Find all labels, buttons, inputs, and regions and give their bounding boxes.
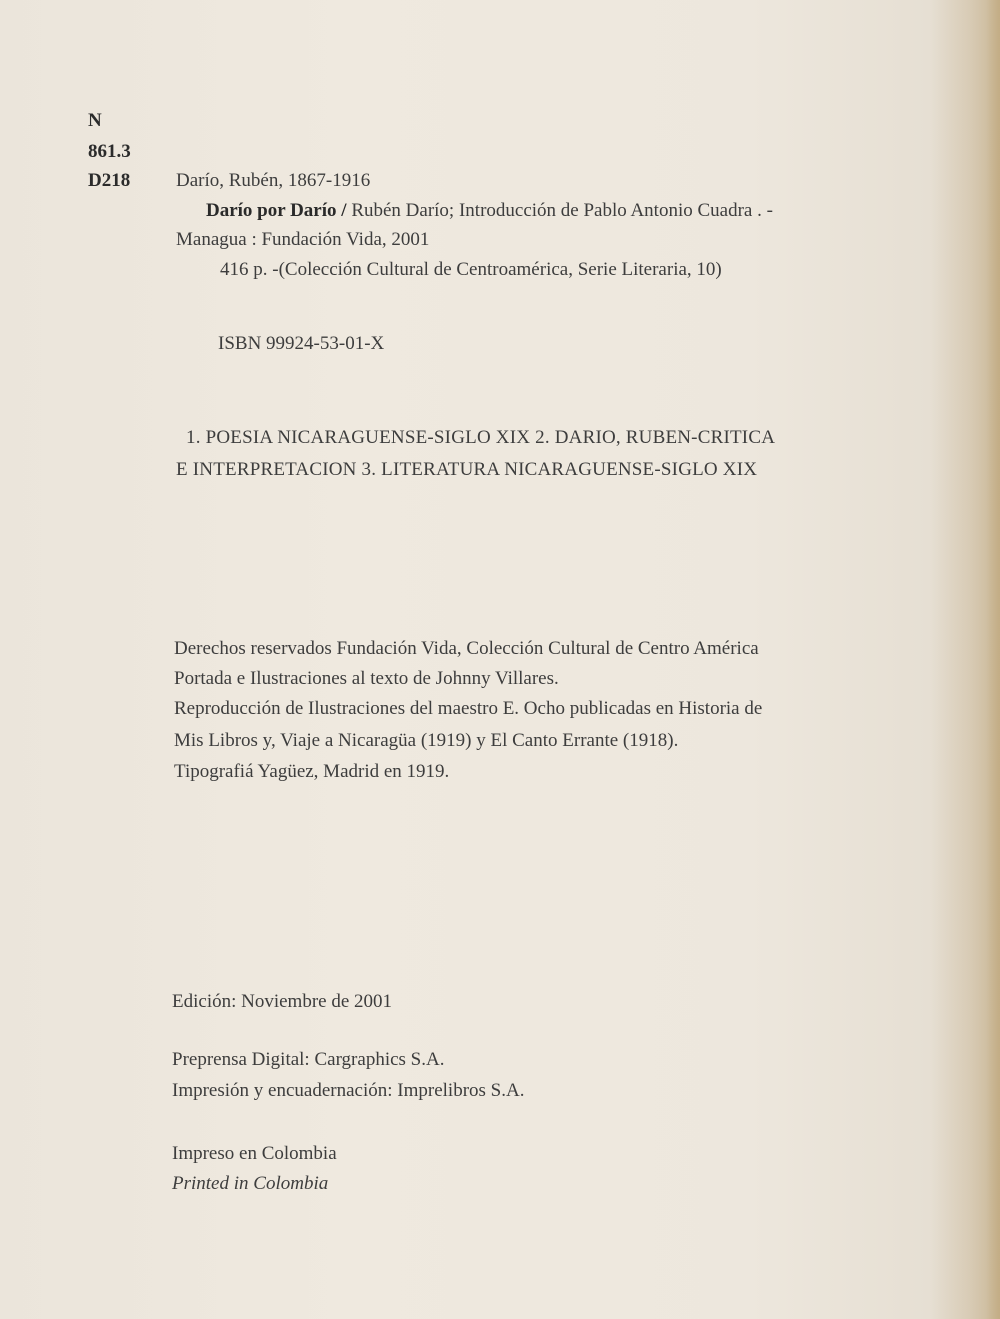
catalog-responsibility: Rubén Darío; Introducción de Pablo Antonio Cuadra . - xyxy=(346,200,773,221)
credits-line: Portada e Ilustraciones al texto de Johnny Villares. xyxy=(174,668,559,689)
catalog-title-line xyxy=(206,200,773,222)
printing-credit: Impresión y encuadernación: Imprelibros S.A. xyxy=(172,1080,525,1101)
catalog-collation: 416 p. -(Colección Cultural de Centroamérica, Serie Literaria, 10) xyxy=(220,259,722,280)
printed-in-english: Printed in Colombia xyxy=(172,1173,329,1194)
call-number-cutter: D218 xyxy=(88,170,131,191)
catalog-author: Darío, Rubén, 1867-1916 xyxy=(176,170,371,191)
catalog-subjects-line-2: E INTERPRETACION 3. LITERATURA NICARAGUENSE-SIGLO XIX xyxy=(176,459,758,480)
credits-line: Mis Libros y, Viaje a Nicaragüa (1919) y El Canto Errante (1918). xyxy=(174,730,679,751)
call-number-class: N xyxy=(88,110,102,131)
credits-line: Derechos reservados Fundación Vida, Colección Cultural de Centro América xyxy=(174,638,759,659)
catalog-title: Darío por Darío / xyxy=(206,200,347,221)
call-number-number: 861.3 xyxy=(88,141,131,162)
credits-line: Tipografiá Yagüez, Madrid en 1919. xyxy=(174,761,450,782)
prepress-credit: Preprensa Digital: Cargraphics S.A. xyxy=(172,1049,445,1070)
edition-date: Edición: Noviembre de 2001 xyxy=(172,991,393,1012)
credits-line: Reproducción de Ilustraciones del maestro E. Ocho publicadas en Historia de xyxy=(174,698,763,719)
catalog-imprint: Managua : Fundación Vida, 2001 xyxy=(176,229,430,250)
printed-in-spanish: Impreso en Colombia xyxy=(172,1143,337,1164)
catalog-isbn: ISBN 99924-53-01-X xyxy=(218,333,385,354)
catalog-subjects-line-1: 1. POESIA NICARAGUENSE-SIGLO XIX 2. DARIO, RUBEN-CRITICA xyxy=(186,427,776,448)
page-edge-shadow xyxy=(986,0,1000,1319)
